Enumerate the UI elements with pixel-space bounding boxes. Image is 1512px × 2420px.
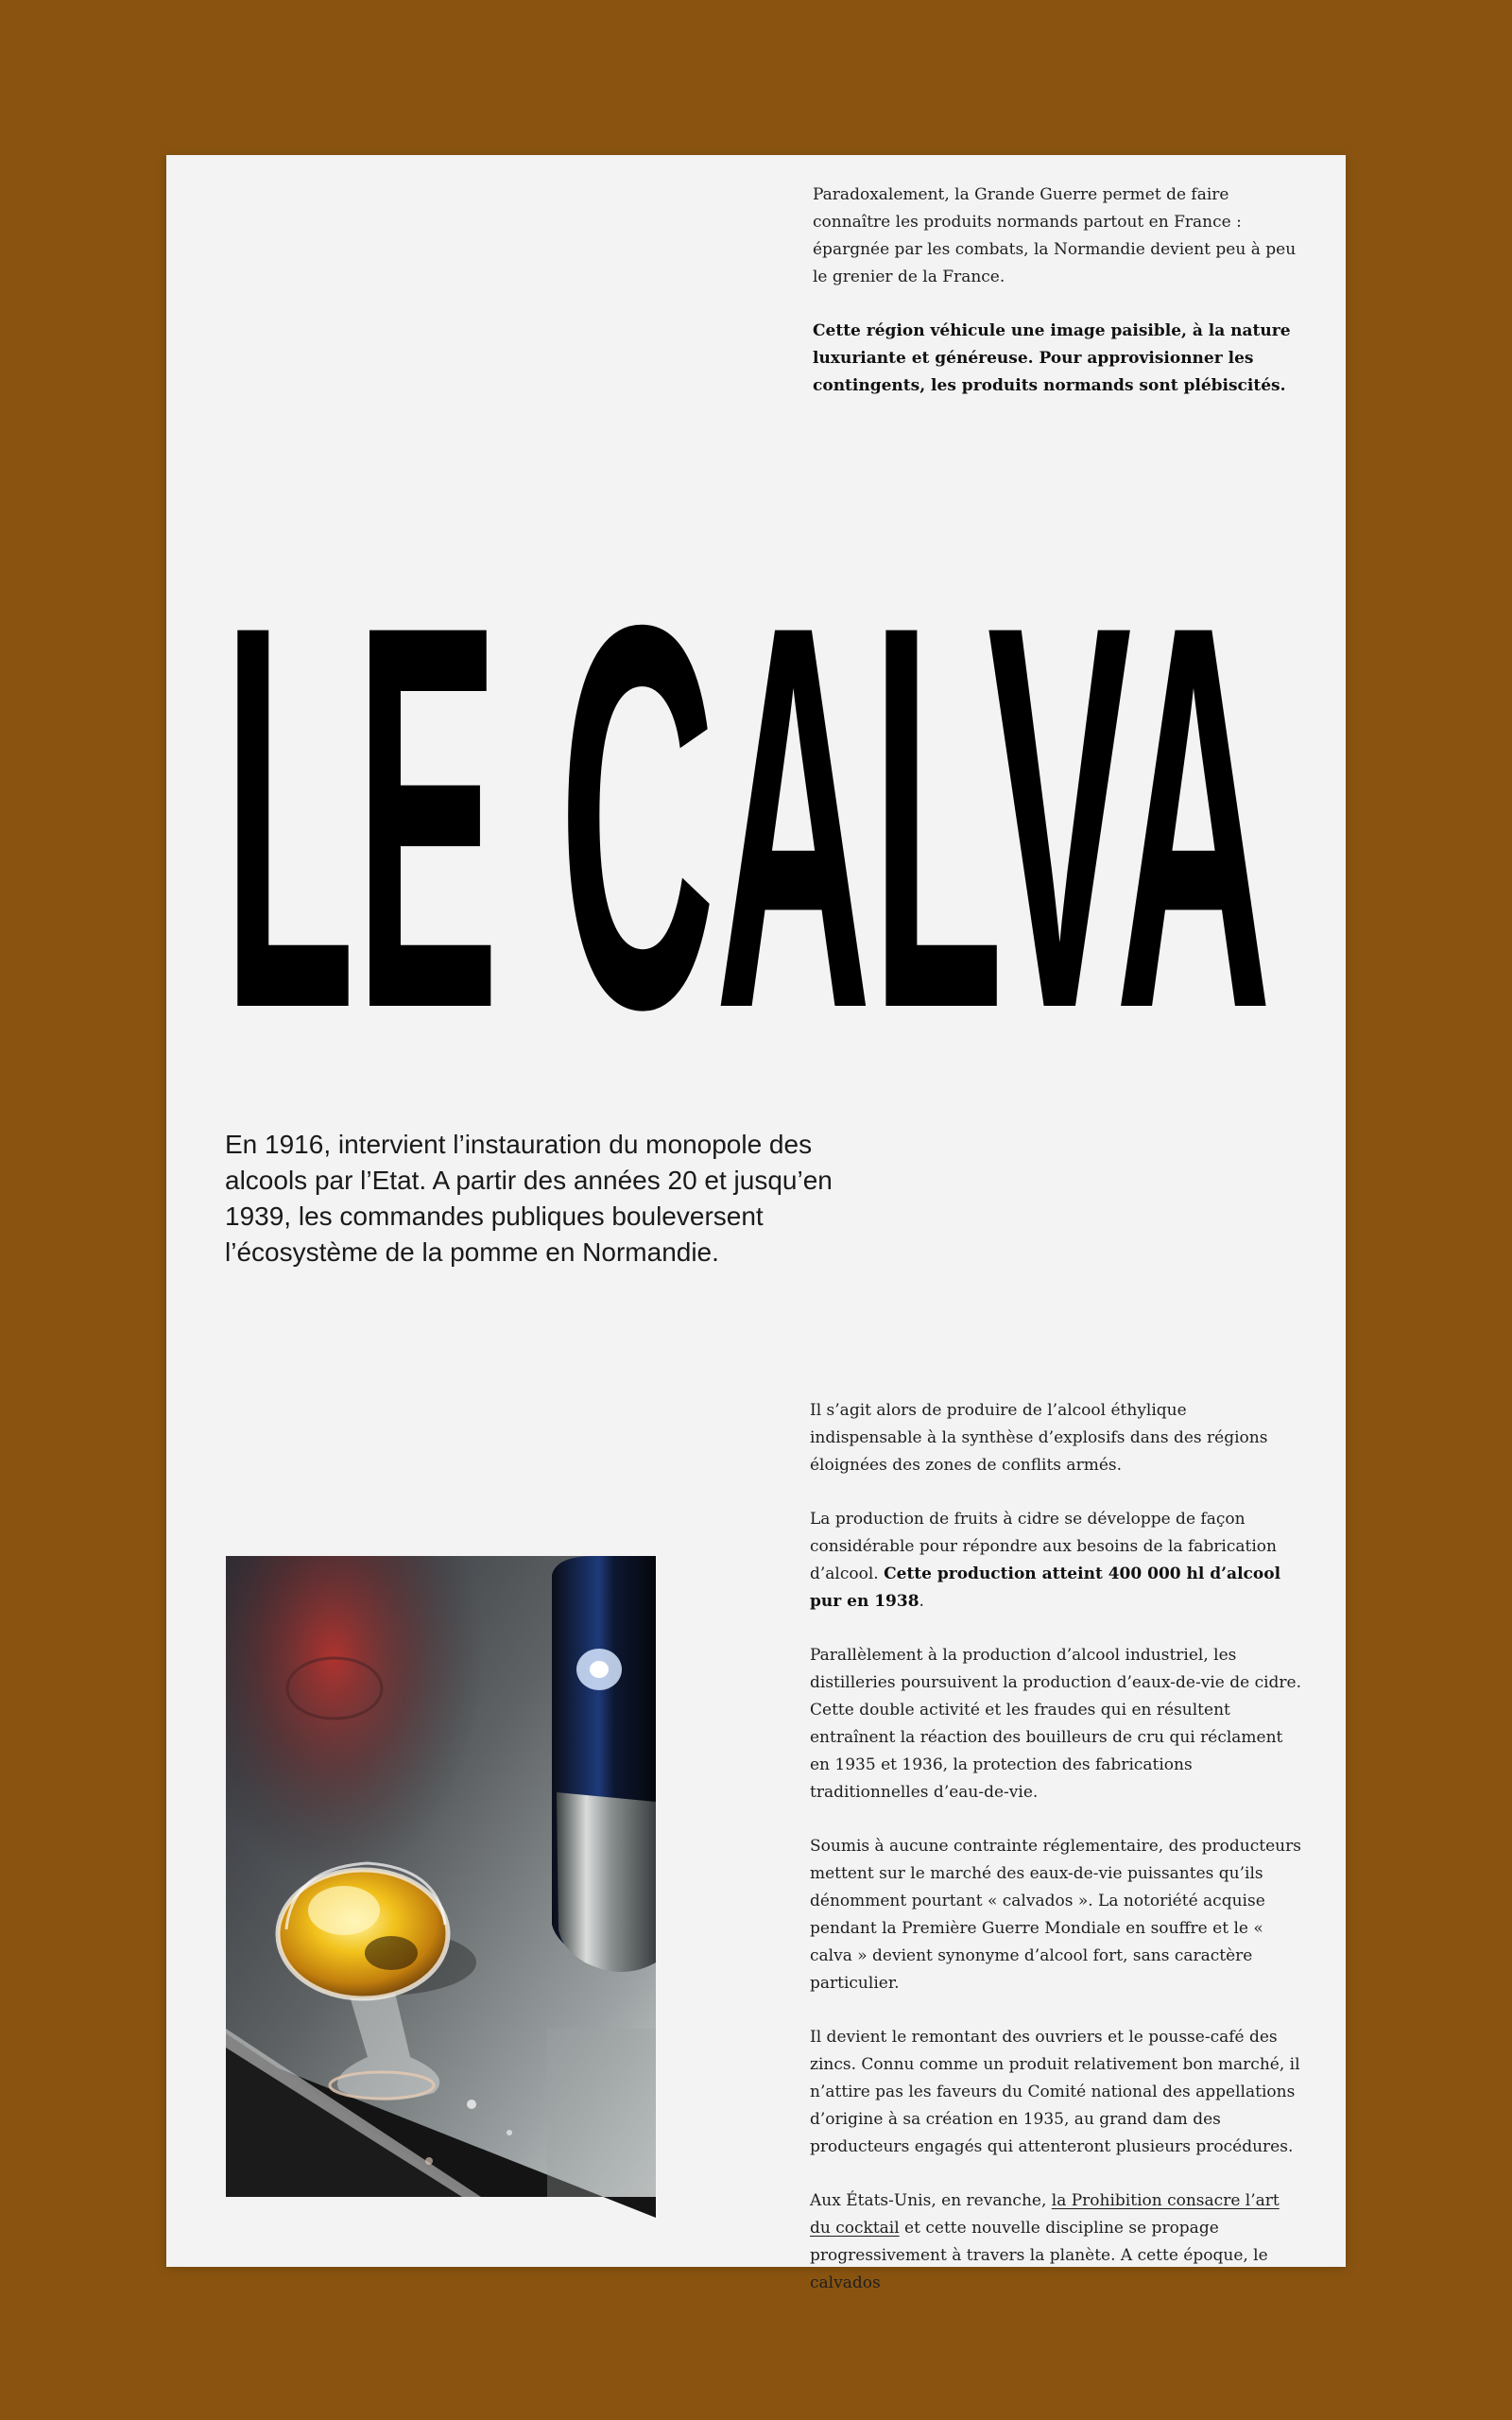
body-paragraph-6 — [810, 2187, 1301, 2297]
lede-paragraph: En 1916, intervient l’instauration du monopole des alcools par l’Etat. A partir des années 20 et jusqu’en 1939, les commandes publiques bouleversent l’écosystème de la pomme en Normandie. — [225, 1130, 833, 1267]
body-paragraph-6-end: et cette nouvelle discipline se propage progressivement à travers la planète. A cette époque, le calvados — [810, 2219, 1268, 2292]
intro-bold-paragraph: Cette région véhicule une image paisible, à la nature luxuriante et généreuse. Pour approvisionner les contingents, les produits normands sont plébiscités. — [813, 321, 1291, 395]
body-paragraph-6-text: Aux États-Unis, en revanche, — [810, 2191, 1052, 2210]
article-page — [166, 155, 1346, 2292]
headline — [223, 467, 1291, 1123]
body-column — [810, 1397, 1301, 2324]
prohibition-cocktail-link[interactable]: la Prohibition consacre l’art du cocktail — [810, 2191, 1280, 2238]
body-paragraph-2-bold: Cette production atteint 400 000 hl d’alcool pur en 1938 — [810, 1564, 1281, 1611]
intro-paragraph: Paradoxalement, la Grande Guerre permet de faire connaître les produits normands partout en France : épargnée par les combats, la Normandie devient peu à peu le grenier de la France. — [813, 185, 1297, 286]
body-paragraph-2 — [810, 1506, 1301, 1616]
photo-image — [226, 1556, 656, 2197]
intro-column — [813, 182, 1304, 426]
body-paragraph-2-end: . — [919, 1592, 924, 1611]
headline-text: LE CALVA — [223, 512, 1272, 1123]
body-paragraph-1: Il s’agit alors de produire de l’alcool éthylique indispensable à la synthèse d’explosifs dans des régions éloignées des zones de conflits armés. — [810, 1401, 1268, 1475]
calvados-glass-photo — [226, 1556, 656, 2197]
body-paragraph-2-text: La production de fruits à cidre se développe de façon considérable pour répondre aux besoins de la fabrication d’alcool. — [810, 1510, 1277, 1583]
body-paragraph-4: Soumis à aucune contrainte réglementaire, des producteurs mettent sur le marché des eaux-de-vie puissantes qu’ils dénomment pourtant « calvados ». La notoriété acquise pendant la Première Guerre Mondiale en souffre et le « calva » devient synonyme d’alcool fort, sans caractère particulier. — [810, 1837, 1301, 1993]
body-paragraph-3: Parallèlement à la production d’alcool industriel, les distilleries poursuivent la production d’eaux-de-vie de cidre. Cette double activité et les fraudes qui en résultent entraînent la réaction des bouilleurs de cru qui réclament en 1935 et 1936, la protection des fabrications traditionnelles d’eau-de-vie. — [810, 1646, 1302, 1802]
body-paragraph-5: Il devient le remontant des ouvriers et le pousse-café des zincs. Connu comme un produit relativement bon marché, il n’attire pas les faveurs du Comité national des appellations d’origine à sa création en 1935, au grand dam des producteurs engagés qui attenteront plusieurs procédures. — [810, 2028, 1300, 2156]
headline-graphic — [223, 467, 1291, 1123]
